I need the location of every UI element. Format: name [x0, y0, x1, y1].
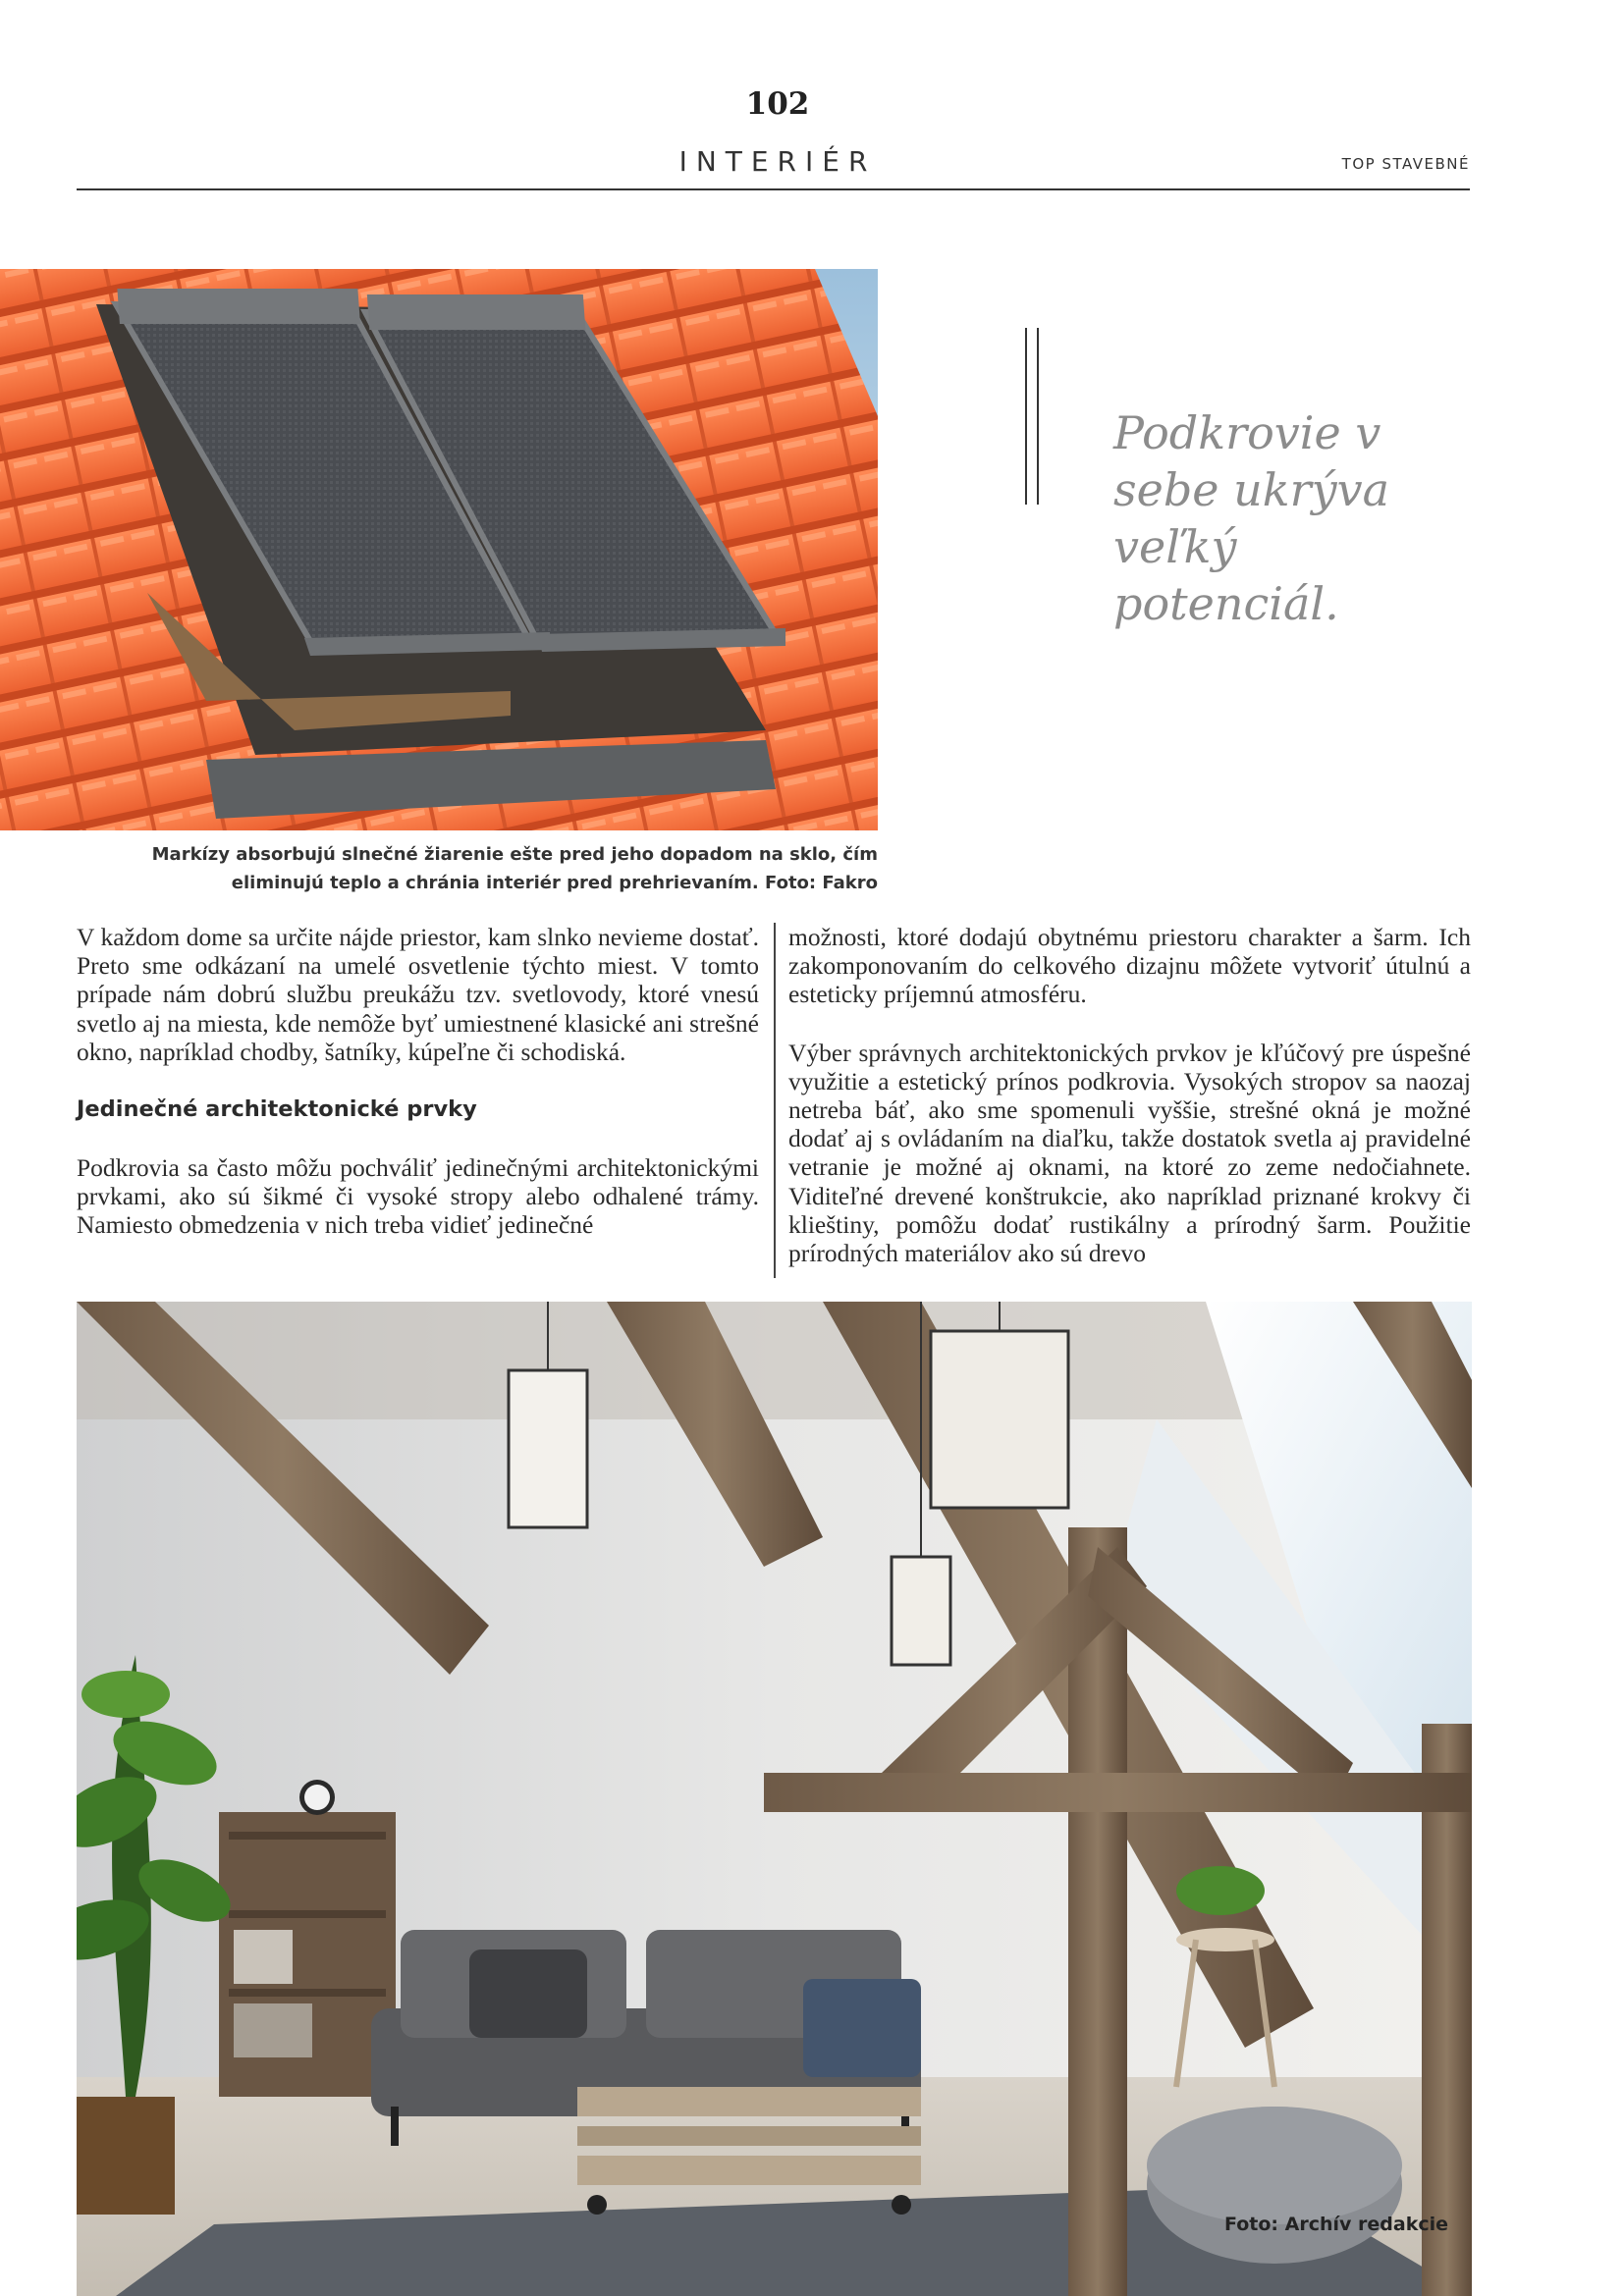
attic-living-room-photo [77, 1302, 1472, 2296]
article-column-right [788, 923, 1471, 1297]
article-column-left [77, 923, 759, 1269]
pull-quote: Podkrovie v sebe ukrýva veľký potenciál. [1113, 406, 1390, 630]
article-paragraph: Výber správnych architektonických prvkov je kľúčový pre úspešné využitie a estetický prínos podkrovia. Vysokých stropov sa naozaj netreba báť, ako sme spomenuli vyššie, strešné okná je možné dodať aj s ovládaním na diaľku, takže dostatok svetla aj pravidelné vetranie je možné aj oknami, na ktoré zo zeme nedočiahnete. Viditeľné drevené konštrukcie, ako napríklad priznané krokvy či klieštiny, pomôžu dodať rustikálny a prírodný šarm. Použitie prírodných materiálov ako sú drevo [788, 1038, 1471, 1268]
magazine-name: TOP STAVEBNÉ [1341, 155, 1470, 173]
article-paragraph: Podkrovia sa často môžu pochváliť jedinečnými architektonickými prvkami, ako sú šikmé či vysoké stropy alebo odhalené trámy. Namiesto obmedzenia v nich treba vidieť jedinečné [77, 1153, 759, 1240]
article-paragraph: V každom dome sa určite nájde priestor, kam slnko nevieme dostať. Preto sme odkázaní na umelé osvetlenie týchto miest. V tomto prípade nám dobrú službu preukážu tzv. svetlovody, ktoré vnesú svetlo aj na miesta, kde nemôže byť umiestnené klasické ani strešné okno, napríklad chodby, šatníky, kúpeľne či schodiská. [77, 923, 759, 1066]
page-number: 102 [745, 86, 810, 122]
column-divider [774, 923, 776, 1278]
quote-bars [1025, 328, 1043, 505]
header-rule [77, 188, 1470, 190]
article-heading: Jedinečné architektonické prvky [77, 1096, 477, 1123]
roof-photo-caption: Markízy absorbujú slnečné žiarenie ešte pred jeho dopadom na sklo, čím eliminujú teplo a chránia interiér pred prehrievaním. Foto: Fakro [151, 844, 878, 893]
article-paragraph: možnosti, ktoré dodajú obytnému priestoru charakter a šarm. Ich zakomponovaním do celkového dizajnu môžete vytvoriť útulnú a esteticky príjemnú atmosféru. [788, 923, 1471, 1009]
roof-window-photo [0, 269, 878, 830]
section-title: INTERIÉR [678, 145, 877, 178]
room-photo-caption: Foto: Archív redakcie [1224, 2214, 1448, 2235]
